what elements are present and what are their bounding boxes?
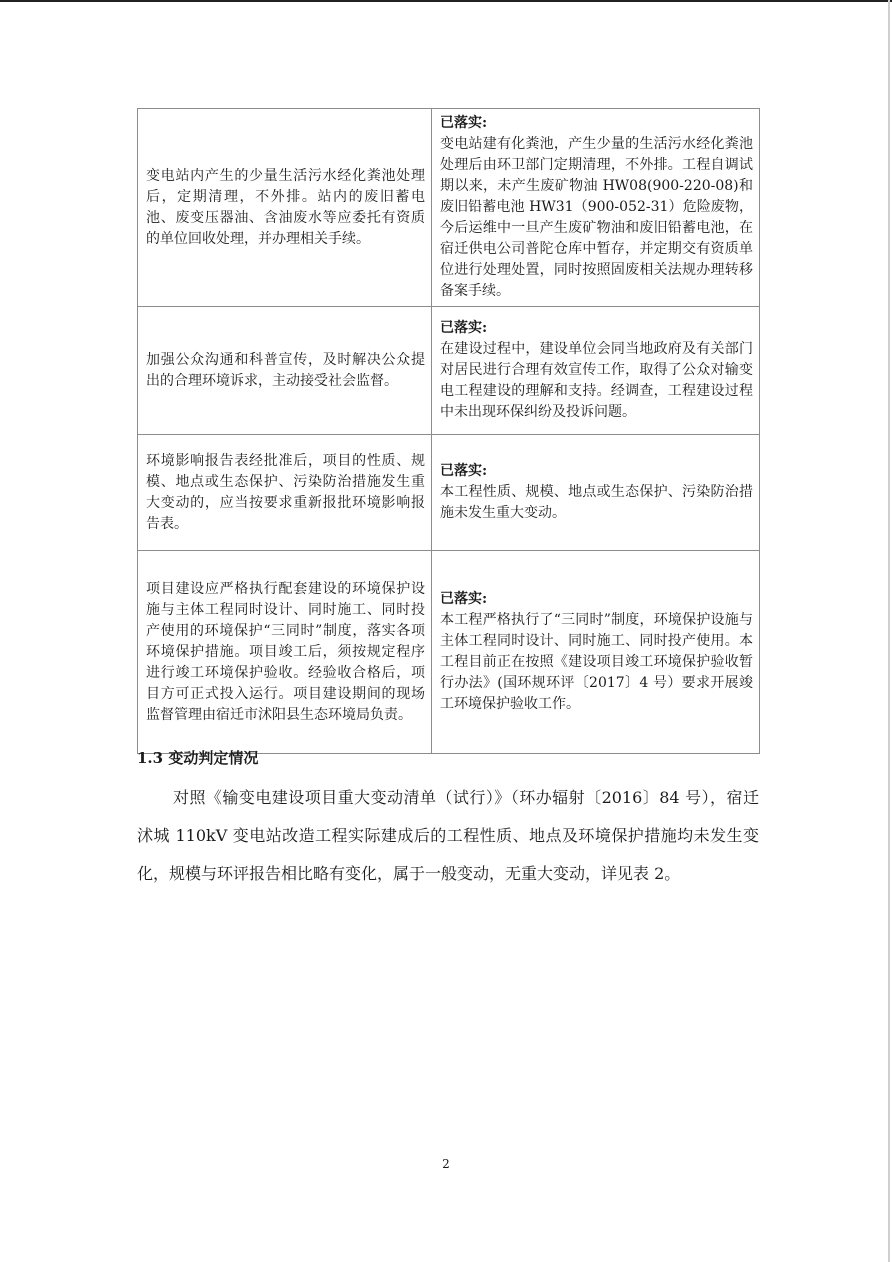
page-top-border [0, 0, 892, 2]
status-title: 已落实: [440, 320, 488, 336]
status-cell [432, 551, 760, 754]
table-row [138, 435, 760, 551]
status-body: 本工程严格执行了“三同时”制度，环境保护设施与主体工程同时设计、同时施工、同时投产使用。本工程目前正在按照《建设项目竣工环境保护验收暂行办法》(国环规环评〔2017〕4 号）要求开展竣工环境保护验收工作。 [440, 612, 753, 712]
status-title: 已落实: [440, 591, 488, 607]
section-heading: 1.3 变动判定情况 [137, 749, 259, 767]
requirement-cell: 变电站内产生的少量生活污水经化粪池处理后，定期清理，不外排。站内的废旧蓄电池、废变压器油、含油废水等应委托有资质的单位回收处理，并办理相关手续。 [138, 109, 432, 307]
status-cell [432, 109, 760, 307]
status-body: 在建设过程中，建设单位会同当地政府及有关部门对居民进行合理有效宣传工作，取得了公众对输变电工程建设的理解和支持。经调查，工程建设过程中未出现环保纠纷及投诉问题。 [440, 341, 753, 420]
status-title: 已落实: [440, 463, 488, 479]
requirement-cell: 项目建设应严格执行配套建设的环境保护设施与主体工程同时设计、同时施工、同时投产使用的环境保护“三同时”制度，落实各项环境保护措施。项目竣工后，须按规定程序进行竣工环境保护验收。经验收合格后，项目方可正式投入运行。项目建设期间的现场监督管理由宿迁市沭阳县生态环境局负责。 [138, 551, 432, 754]
status-body: 变电站建有化粪池，产生少量的生活污水经化粪池处理后由环卫部门定期清理，不外排。工程自调试期以来，未产生废矿物油 HW08(900-220-08)和废旧铅蓄电池 HW31（900-052-31）危险废物，今后运维中一旦产生废矿物油和废旧铅蓄电池，在宿迁供电公司普陀仓库中暂存，并定期交有资质单位进行处理处置，同时按照固废相关法规办理转移备案手续。 [440, 136, 753, 299]
table-row [138, 307, 760, 435]
requirement-cell: 加强公众沟通和科普宣传，及时解决公众提出的合理环境诉求，主动接受社会监督。 [138, 307, 432, 435]
status-cell [432, 307, 760, 435]
status-cell [432, 435, 760, 551]
status-body: 本工程性质、规模、地点或生态保护、污染防治措施未发生重大变动。 [440, 484, 753, 521]
table-row [138, 551, 760, 754]
table-row [138, 109, 760, 307]
requirement-cell: 环境影响报告表经批准后，项目的性质、规模、地点或生态保护、污染防治措施发生重大变动的，应当按要求重新报批环境影响报告表。 [138, 435, 432, 551]
body-paragraph: 对照《输变电建设项目重大变动清单（试行）》（环办辐射〔2016〕84 号），宿迁沭城 110kV 变电站改造工程实际建成后的工程性质、地点及环境保护措施均未发生变化，规模与环评报告相比略有变化，属于一般变动，无重大变动，详见表 2。 [137, 788, 759, 883]
page-right-border [888, 0, 890, 1262]
requirements-table [137, 108, 760, 754]
page-number: 2 [442, 1157, 450, 1171]
status-title: 已落实: [440, 115, 488, 131]
